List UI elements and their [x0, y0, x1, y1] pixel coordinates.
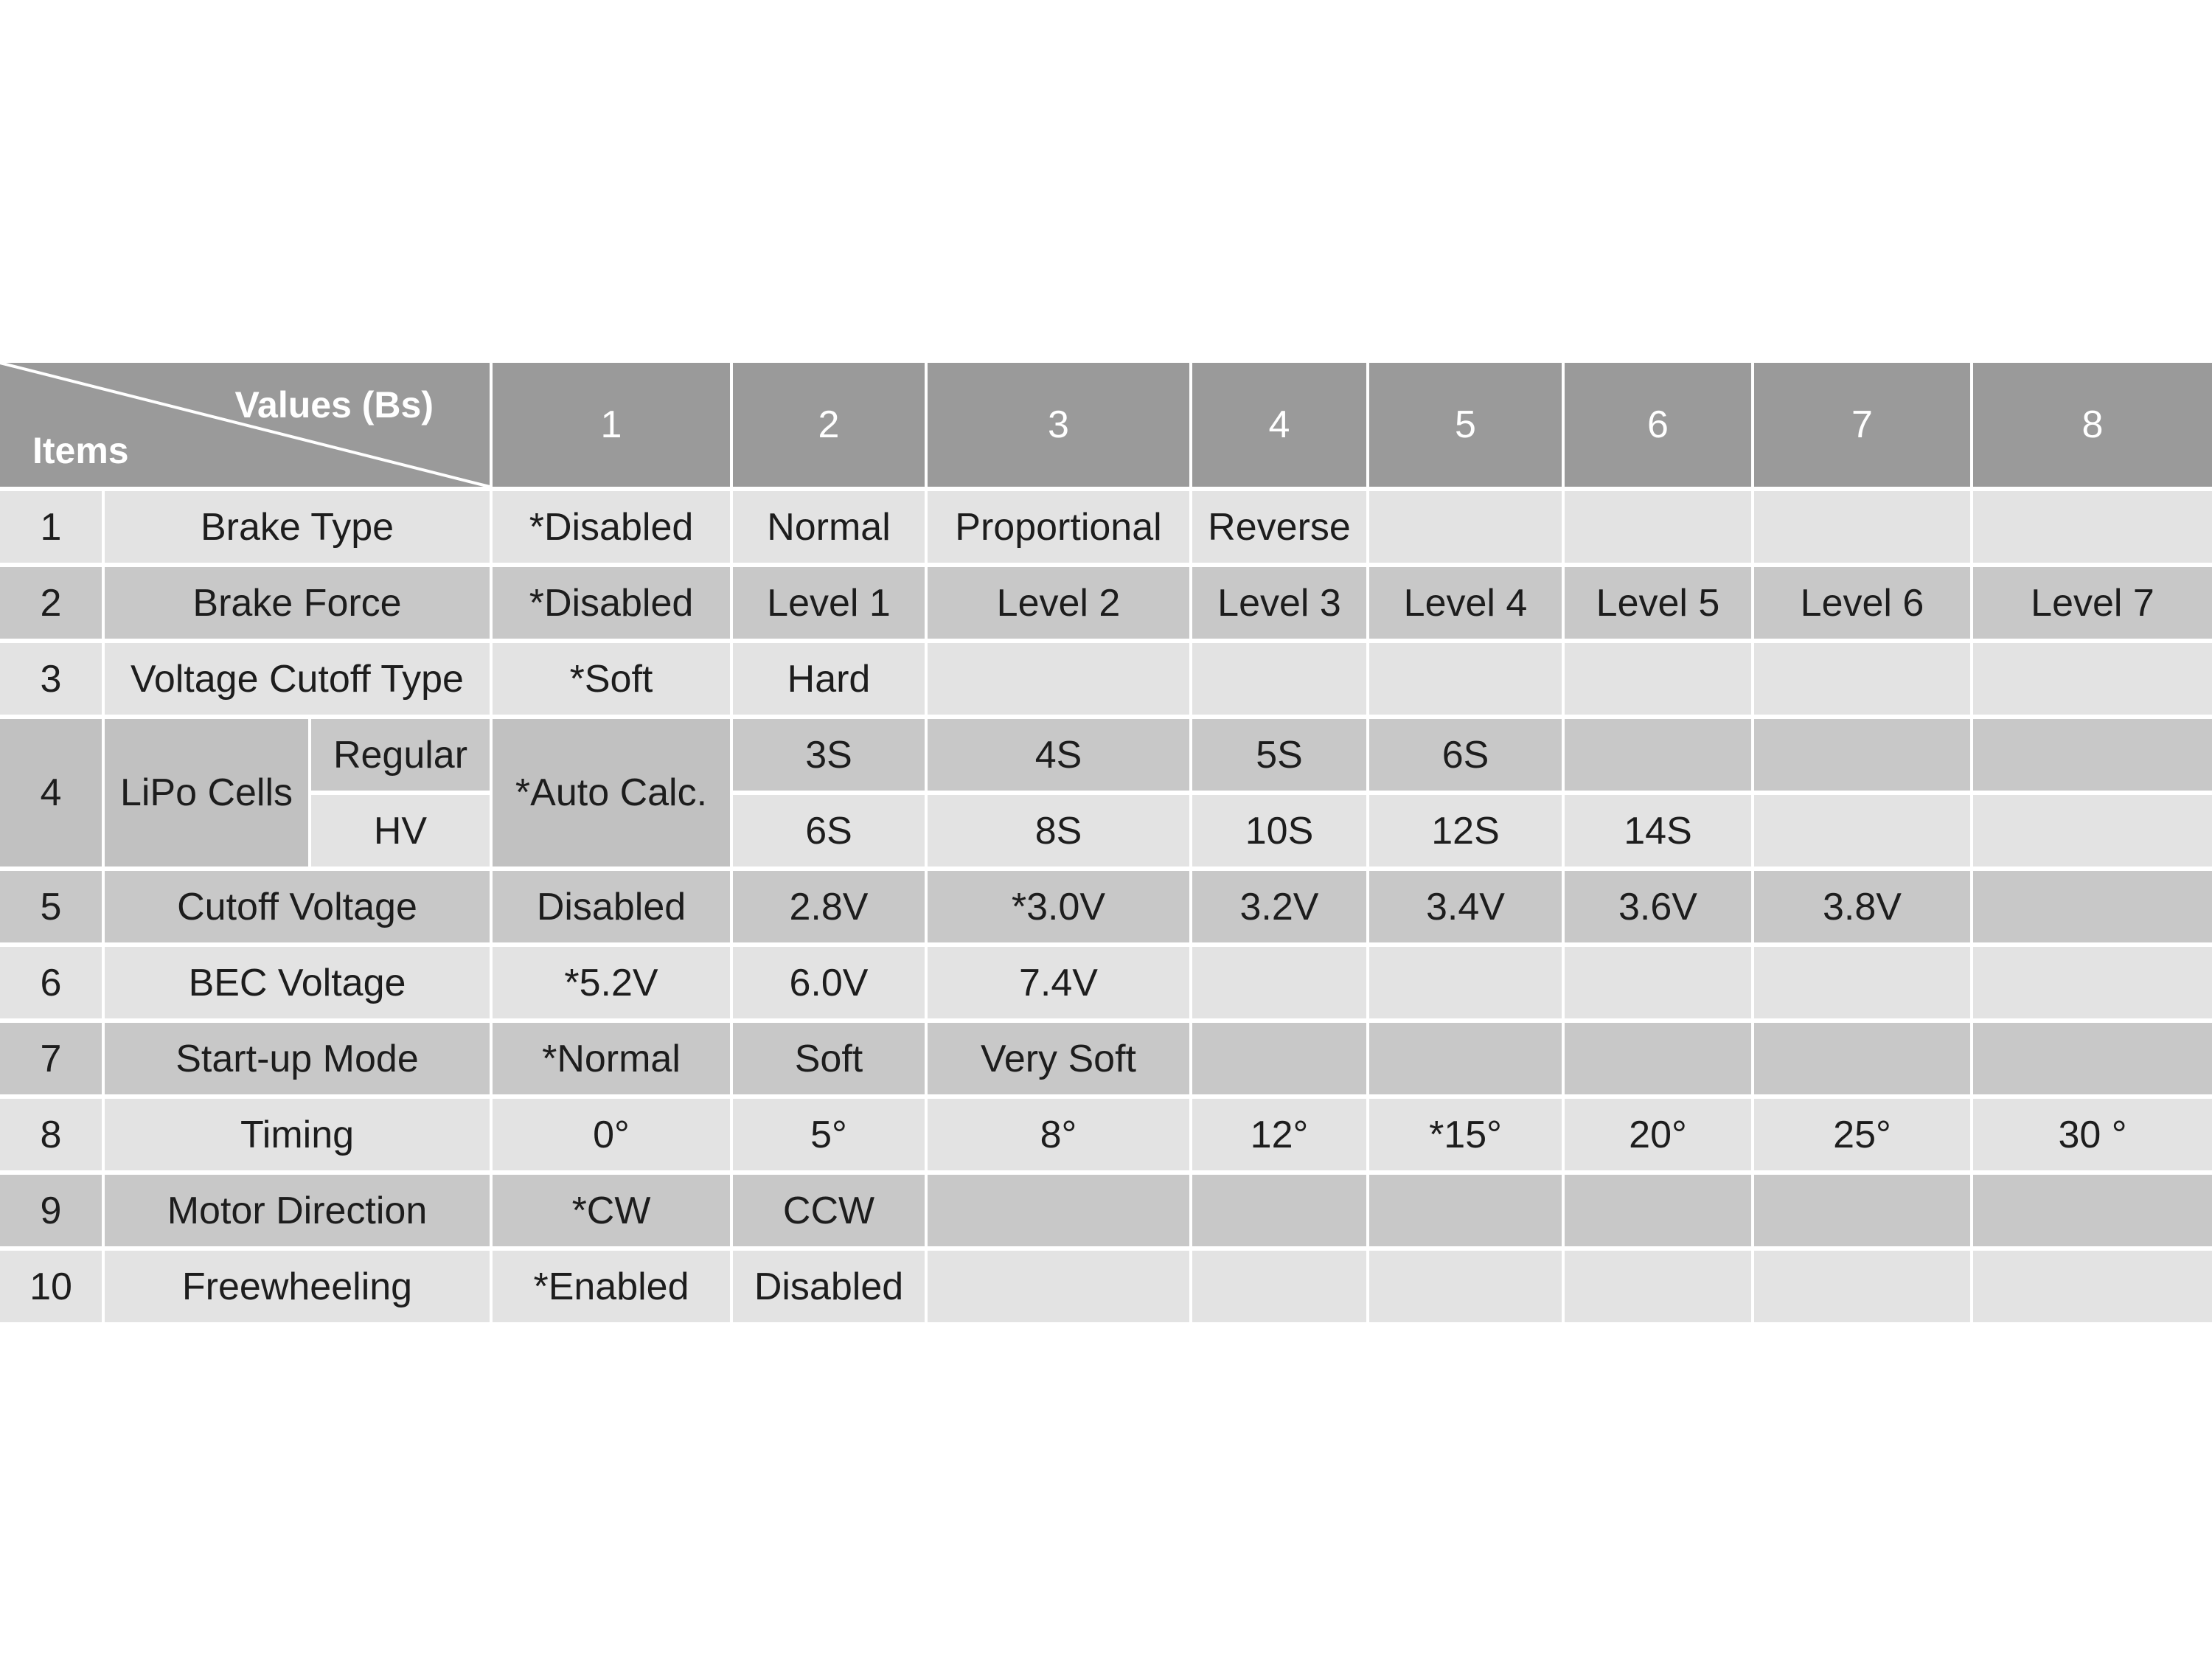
sub-item-label: Regular — [311, 719, 490, 791]
value-cell: Level 5 — [1565, 567, 1751, 639]
value-cell: CCW — [733, 1175, 925, 1246]
header-col-7: 7 — [1754, 363, 1970, 487]
item-name: Timing — [105, 1099, 490, 1170]
value-cell: *Soft — [493, 643, 730, 715]
value-cell: 25° — [1754, 1099, 1970, 1170]
value-cell: 7.4V — [928, 947, 1189, 1018]
value-cell: Soft — [733, 1023, 925, 1094]
value-cell: Level 4 — [1369, 567, 1562, 639]
value-cell — [1973, 947, 2212, 1018]
value-cell — [1973, 491, 2212, 563]
item-name: Brake Force — [105, 567, 490, 639]
value-cell: Disabled — [733, 1251, 925, 1322]
value-cell: 3S — [733, 719, 925, 791]
value-cell — [1754, 643, 1970, 715]
row-number: 10 — [0, 1251, 102, 1322]
value-cell: Disabled — [493, 871, 730, 942]
header-col-6: 6 — [1565, 363, 1751, 487]
value-cell — [1973, 643, 2212, 715]
value-cell: 8S — [928, 795, 1189, 867]
value-cell: Level 6 — [1754, 567, 1970, 639]
value-cell — [1565, 1175, 1751, 1246]
value-cell — [1369, 947, 1562, 1018]
value-cell: 3.6V — [1565, 871, 1751, 942]
value-cell — [1565, 491, 1751, 563]
value-cell — [1754, 719, 1970, 791]
value-cell: *Normal — [493, 1023, 730, 1094]
corner-values-label: Values (Bs) — [234, 384, 434, 426]
value-cell — [1565, 1023, 1751, 1094]
value-cell: 5° — [733, 1099, 925, 1170]
row-number: 6 — [0, 947, 102, 1018]
value-cell: 3.2V — [1192, 871, 1366, 942]
value-cell — [1973, 871, 2212, 942]
value-cell: *Enabled — [493, 1251, 730, 1322]
value-cell: *5.2V — [493, 947, 730, 1018]
item-name: Cutoff Voltage — [105, 871, 490, 942]
value-cell: *3.0V — [928, 871, 1189, 942]
row-number: 7 — [0, 1023, 102, 1094]
value-cell — [1565, 947, 1751, 1018]
item-name: BEC Voltage — [105, 947, 490, 1018]
value-cell: *Disabled — [493, 567, 730, 639]
value-cell: Hard — [733, 643, 925, 715]
value-cell — [1192, 1175, 1366, 1246]
value-cell — [1973, 1023, 2212, 1094]
corner-items-label: Items — [32, 430, 129, 471]
value-cell: *15° — [1369, 1099, 1562, 1170]
value-cell: 3.8V — [1754, 871, 1970, 942]
value-cell: 4S — [928, 719, 1189, 791]
value-cell — [1754, 795, 1970, 867]
row-number: 8 — [0, 1099, 102, 1170]
row-number: 9 — [0, 1175, 102, 1246]
value-cell — [1192, 1251, 1366, 1322]
value-cell — [928, 1175, 1189, 1246]
value-cell: 12S — [1369, 795, 1562, 867]
sub-item-label: HV — [311, 795, 490, 867]
value-cell: 12° — [1192, 1099, 1366, 1170]
value-cell — [1369, 1023, 1562, 1094]
value-cell — [1565, 719, 1751, 791]
row-number: 5 — [0, 871, 102, 942]
value-cell: 14S — [1565, 795, 1751, 867]
value-cell: 6S — [1369, 719, 1562, 791]
row-number: 4 — [0, 719, 102, 867]
header-col-2: 2 — [733, 363, 925, 487]
value-cell: Proportional — [928, 491, 1189, 563]
value-cell: 20° — [1565, 1099, 1751, 1170]
value-cell — [1192, 643, 1366, 715]
item-name: LiPo Cells — [105, 719, 308, 867]
value-cell: Reverse — [1192, 491, 1366, 563]
row-number: 1 — [0, 491, 102, 563]
header-col-3: 3 — [928, 363, 1189, 487]
item-name: Brake Type — [105, 491, 490, 563]
value-cell — [1369, 1251, 1562, 1322]
value-cell — [1973, 1251, 2212, 1322]
esc-values-table — [0, 363, 2212, 1322]
value-cell: 8° — [928, 1099, 1189, 1170]
value-cell — [1369, 643, 1562, 715]
value-cell — [1973, 795, 2212, 867]
item-name: Start-up Mode — [105, 1023, 490, 1094]
value-cell — [1369, 1175, 1562, 1246]
value-cell: 2.8V — [733, 871, 925, 942]
value-cell — [928, 1251, 1189, 1322]
value-cell: *CW — [493, 1175, 730, 1246]
value-cell — [1754, 491, 1970, 563]
value-cell: 0° — [493, 1099, 730, 1170]
header-col-1: 1 — [493, 363, 730, 487]
value-cell — [1754, 1023, 1970, 1094]
item-name: Voltage Cutoff Type — [105, 643, 490, 715]
value-cell: 6.0V — [733, 947, 925, 1018]
header-col-8: 8 — [1973, 363, 2212, 487]
value-cell — [1565, 643, 1751, 715]
row-number: 3 — [0, 643, 102, 715]
value-cell — [1565, 1251, 1751, 1322]
value-cell: Very Soft — [928, 1023, 1189, 1094]
value-cell: 6S — [733, 795, 925, 867]
item-name: Motor Direction — [105, 1175, 490, 1246]
value-cell: Level 7 — [1973, 567, 2212, 639]
header-col-4: 4 — [1192, 363, 1366, 487]
item-name: Freewheeling — [105, 1251, 490, 1322]
value-cell: 30 ° — [1973, 1099, 2212, 1170]
value-cell: 3.4V — [1369, 871, 1562, 942]
value-cell: Level 1 — [733, 567, 925, 639]
value-cell — [1754, 1251, 1970, 1322]
value-cell: 10S — [1192, 795, 1366, 867]
value-cell: Level 2 — [928, 567, 1189, 639]
value-cell — [928, 643, 1189, 715]
value-cell — [1973, 1175, 2212, 1246]
value-cell — [1754, 947, 1970, 1018]
row-number: 2 — [0, 567, 102, 639]
value-cell — [1754, 1175, 1970, 1246]
header-col-5: 5 — [1369, 363, 1562, 487]
value-cell — [1192, 1023, 1366, 1094]
value-cell: *Disabled — [493, 491, 730, 563]
default-value: *Auto Calc. — [493, 719, 730, 867]
value-cell: Normal — [733, 491, 925, 563]
value-cell — [1973, 719, 2212, 791]
value-cell: 5S — [1192, 719, 1366, 791]
value-cell — [1192, 947, 1366, 1018]
value-cell — [1369, 491, 1562, 563]
value-cell: Level 3 — [1192, 567, 1366, 639]
corner-header-cell — [0, 363, 490, 487]
